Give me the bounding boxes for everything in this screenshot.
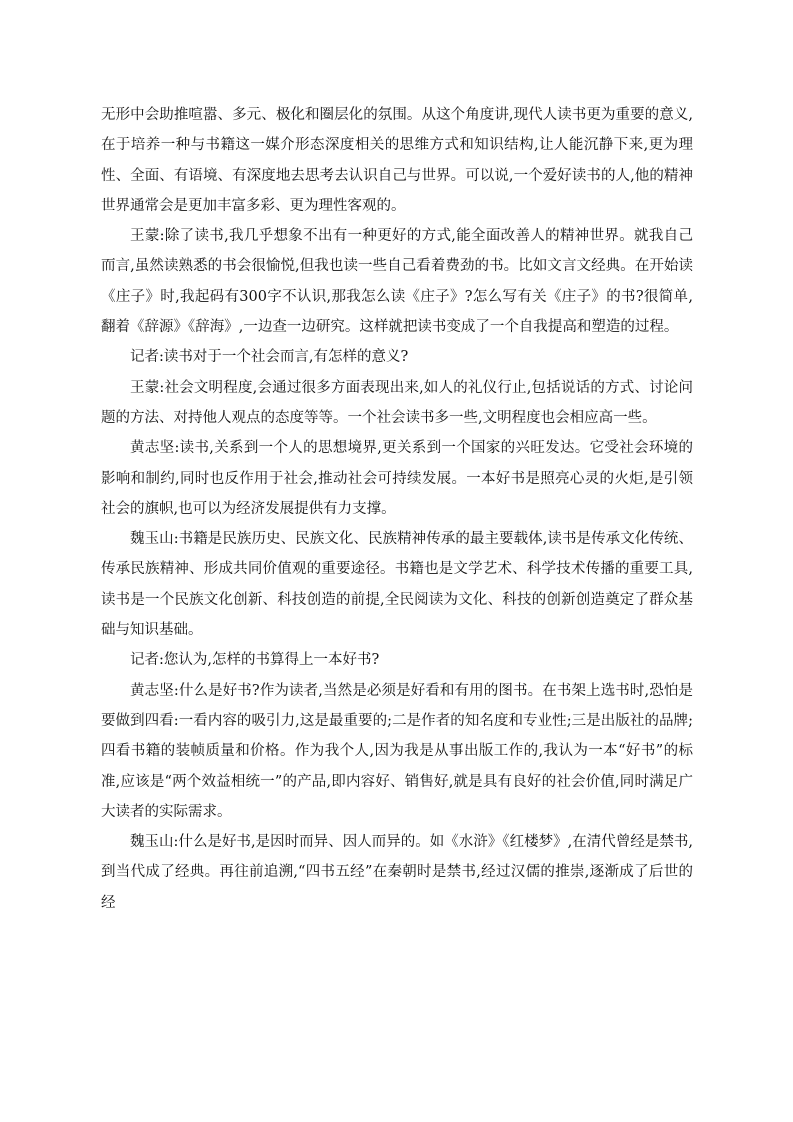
paragraph: 无形中会助推喧嚣、多元、极化和圈层化的氛围。从这个角度讲,现代人读书更为重要的意义,在于培养一种与书籍这一媒介形态深度相关的思维方式和知识结构,让人能沉静下来,更为理性、全面、有语境、有深度地去思考去认识自己与世界。可以说,一个爱好读书的人,他的精神世界通常会是更加丰富多彩、更为理性客观的。 <box>101 107 693 214</box>
paragraph: 记者:您认为,怎样的书算得上一本好书? <box>130 652 380 669</box>
paragraph: 魏玉山:书籍是民族历史、民族文化、民族精神传承的最主要载体,读书是传承文化传统、传承民族精神、形成共同价值观的重要途径。书籍也是文学艺术、科学技术传播的重要工具,读书是一个民族文化创新、科技创造的前提,全民阅读为文化、科技的创新创造奠定了群众基础与知识基础。 <box>101 531 693 639</box>
article-body <box>101 100 693 918</box>
paragraph: 王蒙:除了读书,我几乎想象不出有一种更好的方式,能全面改善人的精神世界。就我自己而言,虽然读熟悉的书会很愉悦,但我也读一些自己看着费劲的书。比如文言文经典。在开始读《庄子》时,我起码有300字不认识,那我怎么读《庄子》?怎么写有关《庄子》的书?很简单,翻着《辞源》《辞海》,一边查一边研究。这样就把读书变成了一个自我提高和塑造的过程。 <box>101 228 693 336</box>
paragraph: 魏玉山:什么是好书,是因时而异、因人而异的。如《水浒》《红楼梦》,在清代曾经是禁书,到当代成了经典。再往前追溯,“四书五经”在秦朝时是禁书,经过汉儒的推崇,逐渐成了后世的经 <box>101 834 693 911</box>
paragraph: 黄志坚:什么是好书?作为读者,当然是必须是好看和有用的图书。在书架上选书时,恐怕是要做到四看:一看内容的吸引力,这是最重要的;二是作者的知名度和专业性;三是出版社的品牌;四看书籍的装帧质量和价格。作为我个人,因为我是从事出版工作的,我认为一本“好书”的标准,应该是“两个效益相统一”的产品,即内容好、销售好,就是具有良好的社会价值,同时满足广大读者的实际需求。 <box>101 682 693 820</box>
paragraph: 记者:读书对于一个社会而言,有怎样的意义? <box>130 349 409 366</box>
paragraph: 王蒙:社会文明程度,会通过很多方面表现出来,如人的礼仪行止,包括说话的方式、讨论问题的方法、对持他人观点的态度等等。一个社会读书多一些,文明程度也会相应高一些。 <box>101 379 693 426</box>
paragraph: 黄志坚:读书,关系到一个人的思想境界,更关系到一个国家的兴旺发达。它受社会环境的影响和制约,同时也反作用于社会,推动社会可持续发展。一本好书是照亮心灵的火炬,是引领社会的旗帜,也可以为经济发展提供有力支撑。 <box>101 440 693 517</box>
